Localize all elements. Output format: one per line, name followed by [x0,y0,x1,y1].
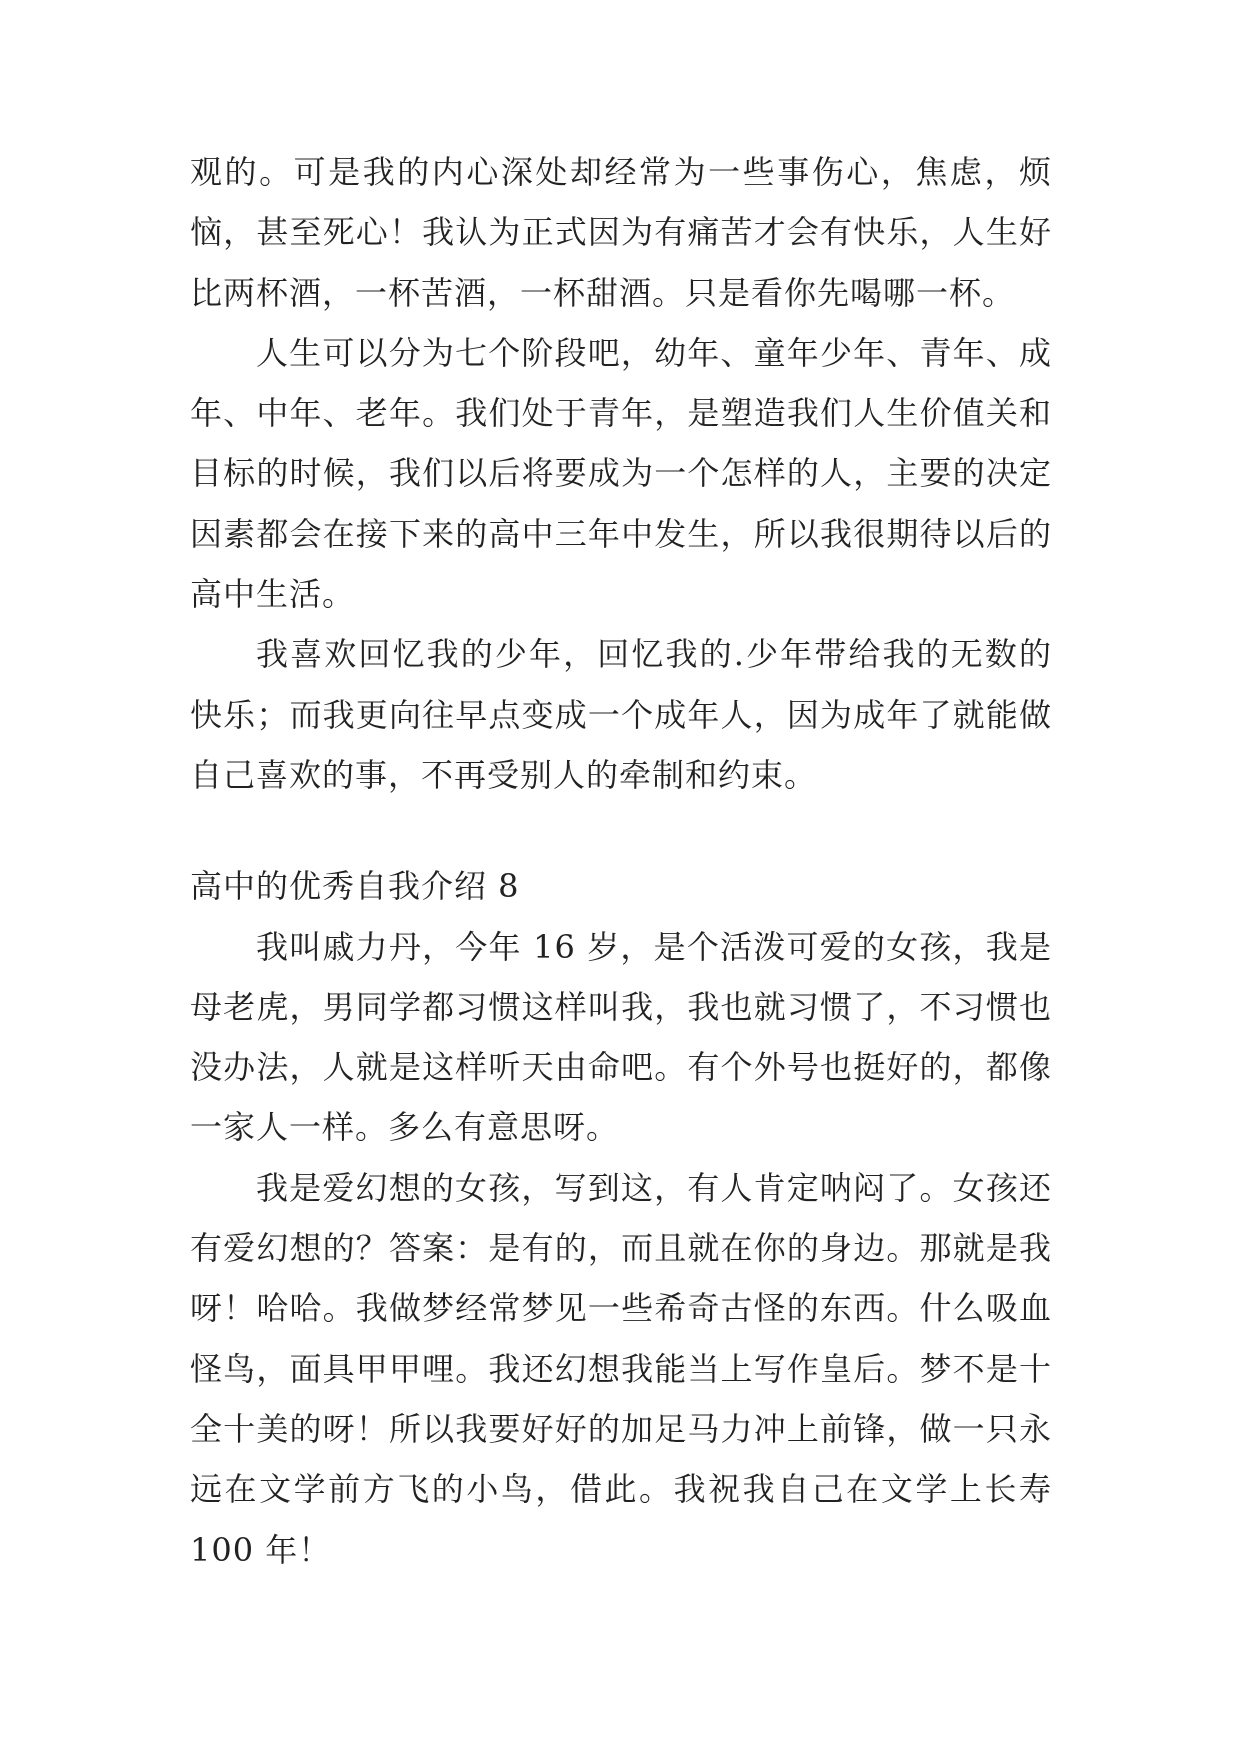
paragraph-life-stages: 人生可以分为七个阶段吧，幼年、童年少年、青年、成年、中年、老年。我们处于青年，是塑造我们人生价值关和目标的时候，我们以后将要成为一个怎样的人，主要的决定因素都会在接下来的高中三年中发生，所以我很期待以后的高中生活。 [190,333,1052,614]
paragraph-dreams: 我是爱幻想的女孩，写到这，有人肯定呐闷了。女孩还有爱幻想的？答案：是有的，而且就在你的身边。那就是我呀！哈哈。我做梦经常梦见一些希奇古怪的东西。什么吸血怪鸟，面具甲甲哩。我还幻想我能当上写作皇后。梦不是十全十美的呀！所以我要好好的加足马力冲上前锋，做一只永远在文学前方飞的小鸟，借此。我祝我自己在文学上长寿 100 年！ [190,1168,1052,1569]
paragraph-continuation: 观的。可是我的内心深处却经常为一些事伤心，焦虑，烦恼，甚至死心！我认为正式因为有痛苦才会有快乐，人生好比两杯酒，一杯苦酒，一杯甜酒。只是看你先喝哪一杯。 [190,153,1052,312]
paragraph-memories: 我喜欢回忆我的少年，回忆我的.少年带给我的无数的快乐；而我更向往早点变成一个成年人，因为成年了就能做自己喜欢的事，不再受别人的牵制和约束。 [190,635,1052,794]
section-heading: 高中的优秀自我介绍 8 [190,867,520,906]
document-page [190,142,1052,1580]
paragraph-self-intro: 我叫戚力丹，今年 16 岁，是个活泼可爱的女孩，我是母老虎，男同学都习惯这样叫我，我也就习惯了，不习惯也没办法，人就是这样听天由命吧。有个外号也挺好的，都像一家人一样。多么有意思呀。 [190,927,1052,1147]
